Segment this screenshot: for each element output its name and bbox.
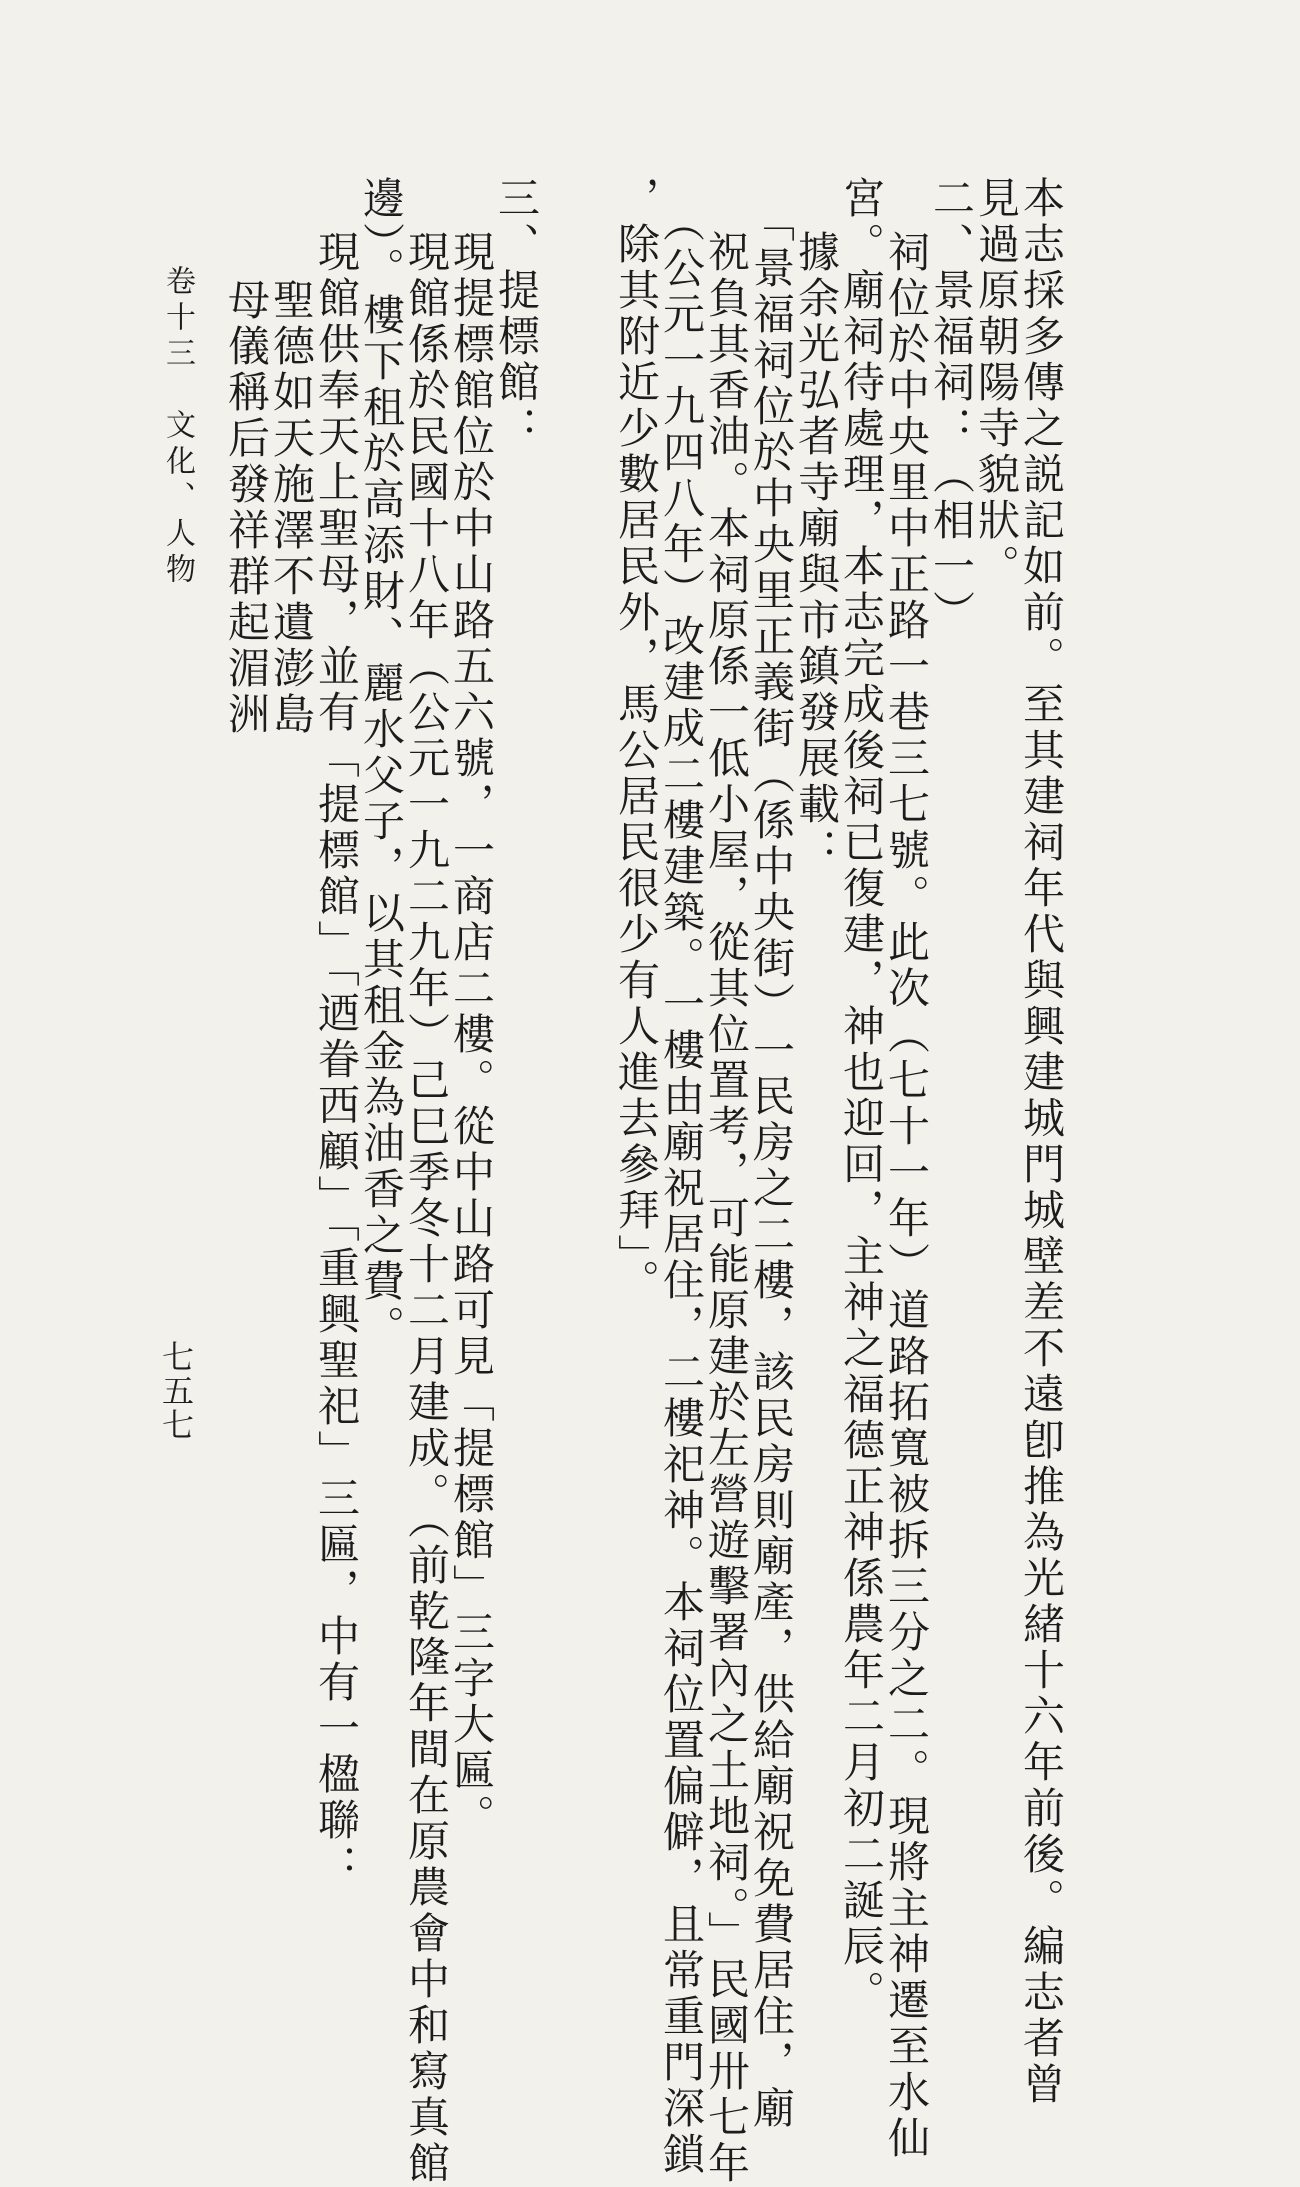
section-3-heading: 三、提標館： bbox=[492, 176, 541, 452]
col-e: 宮。廟祠待處理，本志完成後祠已復建，神也迎回，主神之福德正神係農年二月初二誕辰。 bbox=[837, 176, 886, 2016]
chapter-footer: 卷十三 文化、人物 bbox=[160, 265, 195, 589]
col-a: 本志採多傳之説記如前。至其建祠年代與興建城門城壁差不遠卽推為光緒十六年前後。編志者曾 bbox=[1017, 176, 1066, 2108]
col-h: 祝負其香油。本祠原係一低小屋，從其位置考，可能原建於左營遊擊署內之土地祠。」民國卅七年 bbox=[702, 230, 751, 2187]
section-3-line-1: 現提標館位於中山路五六號，一商店二樓。從中山路可見「提標館」三字大匾。 bbox=[447, 230, 496, 1840]
bleed-through-decoration bbox=[1149, 140, 1180, 1092]
couplet-line-2: 母儀稱后發祥群起湄洲 bbox=[222, 278, 271, 738]
col-g: 「景福祠位於中央里正義街（係中央街）一民房之二樓，該民房則廟產，供給廟祝免費居住，廟 bbox=[747, 200, 796, 2132]
section-3-line-4: 現館供奉天上聖母，並有「提標館」「迺眷西顧」「重興聖祀」三匾，中有一楹聯： bbox=[312, 230, 361, 1890]
col-f: 據余光弘者寺廟與市鎮發展載： bbox=[792, 230, 841, 874]
col-b: 見過原朝陽寺貌狀。 bbox=[972, 176, 1021, 590]
col-d: 祠位於中央里中正路一巷三七號。此次（七十一年）道路拓寬被拆三分之二。現將主神遷至水仙 bbox=[882, 230, 931, 2162]
section-3-line-3: 邊）。樓下租於高添財、麗水父子，以其租金為油香之費。 bbox=[357, 176, 406, 1351]
col-i: （公元一九四八年）改建成二樓建築。一樓由廟祝居住，二樓祀神。本祠位置偏僻，且常重門深鎖 bbox=[657, 200, 706, 2178]
col-j: ，除其附近少數居民外，馬公居民很少有人進去參拜」。 bbox=[612, 176, 661, 1305]
col-c: 二、景福祠：（相一） bbox=[927, 176, 976, 636]
section-3-line-2: 現館係於民國十八年（公元一九二九年）己巳季冬十二月建成。（前乾隆年間在原農會中和寫真館 bbox=[402, 230, 451, 2187]
page-number: 七五七 bbox=[157, 1340, 195, 1442]
couplet-line-1: 聖德如天施澤不遺澎島 bbox=[267, 278, 316, 738]
